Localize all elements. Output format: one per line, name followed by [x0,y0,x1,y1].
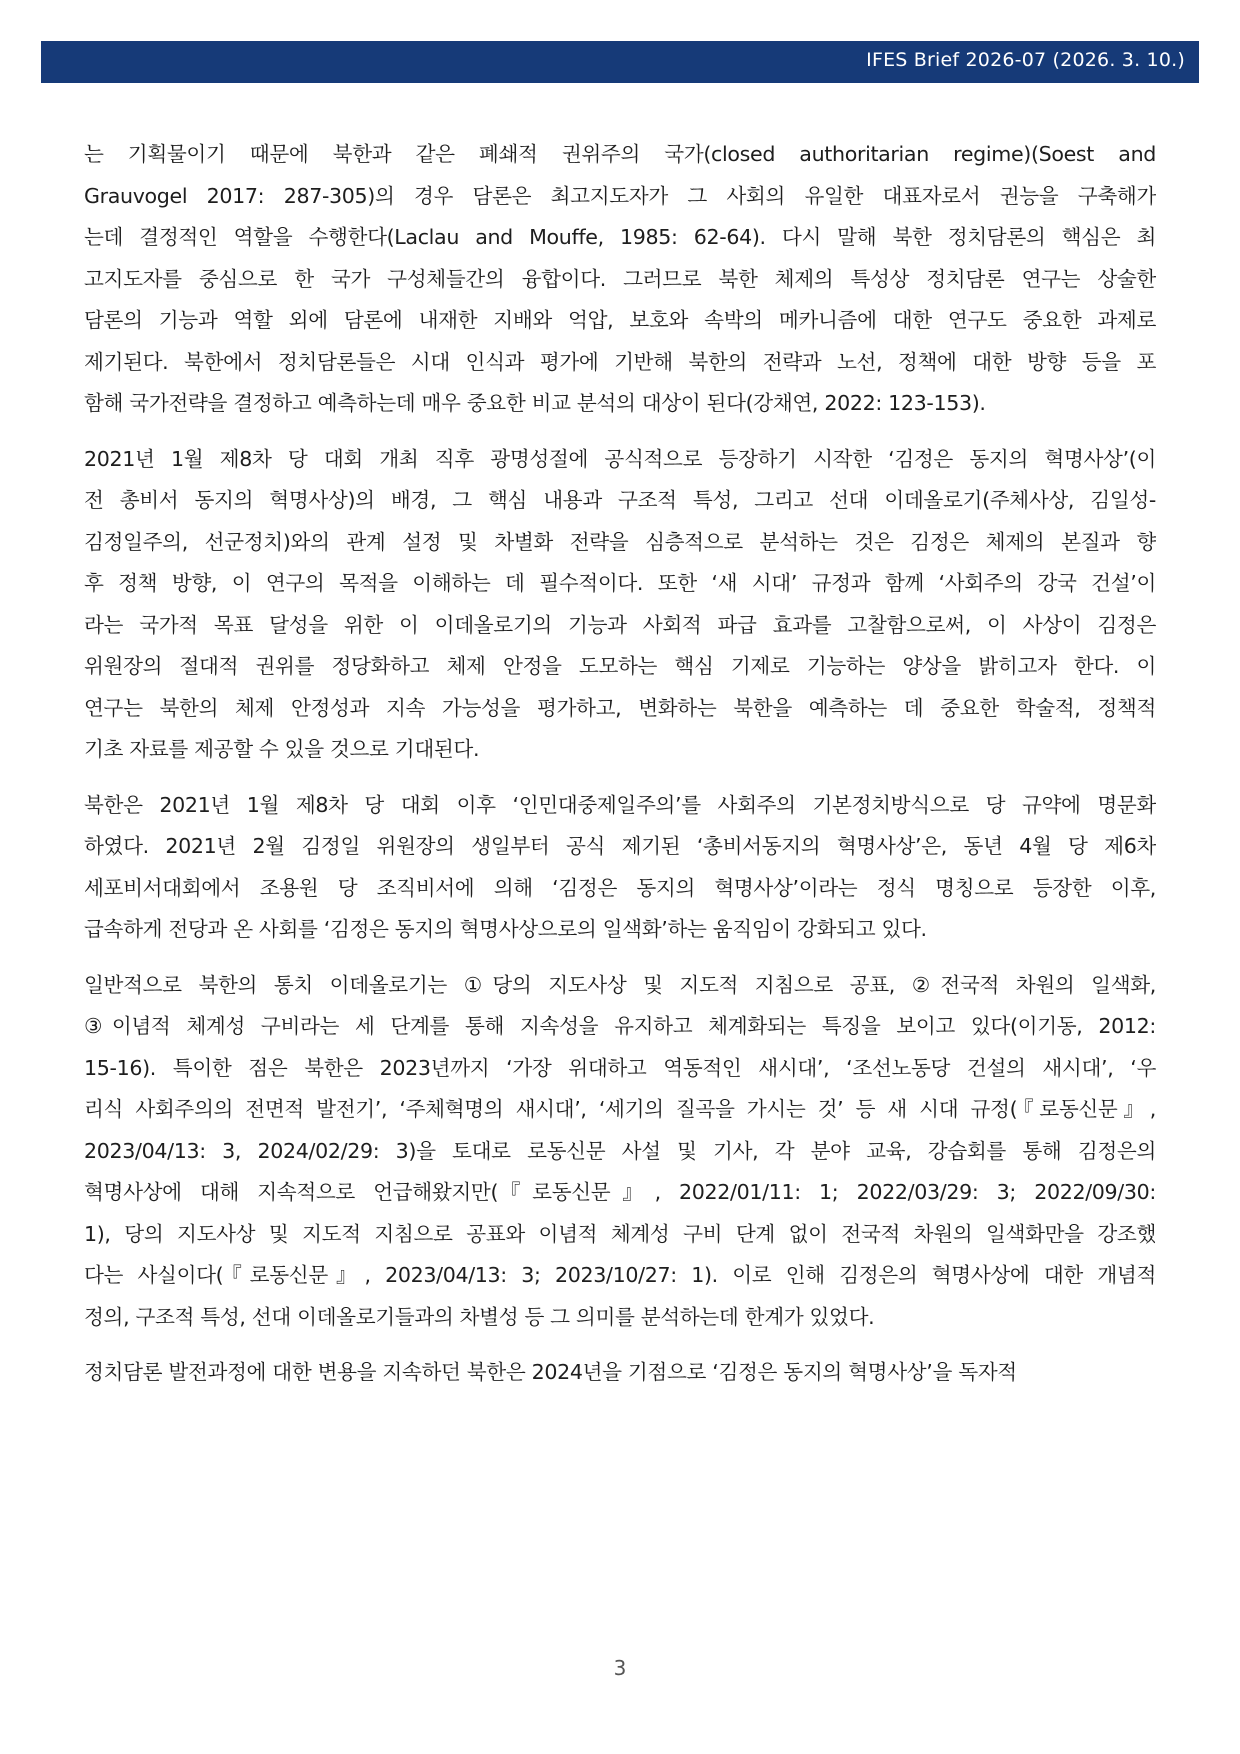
header-title: IFES Brief 2026-07 (2026. 3. 10.) [866,49,1185,71]
paragraph-line: 1), 당의 지도사상 및 지도적 지침으로 공표와 이념적 체계성 구비 단계 없이 전국적 차원의 일색화만을 강조했 [84,1221,1156,1246]
paragraph-line: 북한은 2021년 1월 제8차 당 대회 이후 ‘인민대중제일주의’를 사회주의 기본정치방식으로 당 규약에 명문화 [84,792,1156,817]
paragraph-line: 급속하게 전당과 온 사회를 ‘김정은 동지의 혁명사상으로의 일색화’하는 움직임이 강화되고 있다. [84,917,927,941]
paragraph-line: 15-16). 특이한 점은 북한은 2023년까지 ‘가장 위대하고 역동적인 새시대’, ‘조선노동당 건설의 새시대’, ‘우 [84,1055,1156,1080]
paragraph-line: 는데 결정적인 역할을 수행한다(Laclau and Mouffe, 1985: 62-64). 다시 말해 북한 정치담론의 핵심은 최 [84,225,1156,249]
paragraph [84,785,1156,951]
paragraph-line: 혁명사상에 대해 지속적으로 언급해왔지만(『로동신문』, 2022/01/11: 1; 2022/03/29: 3; 2022/09/30: [84,1180,1156,1204]
paragraph-line: 2021년 1월 제8차 당 대회 개최 직후 광명성절에 공식적으로 등장하기 시작한 ‘김정은 동지의 혁명사상’(이 [84,446,1156,471]
paragraph [84,439,1156,771]
paragraph-line: 세포비서대회에서 조용원 당 조직비서에 의해 ‘김정은 동지의 혁명사상’이라는 정식 명칭으로 등장한 이후, [84,875,1156,900]
paragraph-line: 다는 사실이다(『로동신문』, 2023/04/13: 3; 2023/10/27: 1). 이로 인해 김정은의 혁명사상에 대한 개념적 [84,1263,1156,1287]
paragraph-line: 2023/04/13: 3, 2024/02/29: 3)을 토대로 로동신문 사설 및 기사, 각 분야 교육, 강습회를 통해 김정은의 [84,1138,1156,1163]
paragraph-line: ③이념적 체계성 구비라는 세 단계를 통해 지속성을 유지하고 체계화되는 특징을 보이고 있다(이기동, 2012: [84,1014,1156,1038]
paragraph-line: 는 기획물이기 때문에 북한과 같은 폐쇄적 권위주의 국가(closed authoritarian regime)(Soest and [84,142,1156,166]
paragraph [84,965,1156,1339]
paragraph-line: 고지도자를 중심으로 한 국가 구성체들간의 융합이다. 그러므로 북한 체제의 특성상 정치담론 연구는 상술한 [84,266,1156,291]
paragraph-line: 함해 국가전략을 결정하고 예측하는데 매우 중요한 비교 분석의 대상이 된다(강채연, 2022: 123-153). [84,391,986,415]
page-number: 3 [613,1656,627,1680]
paragraph [84,1352,1156,1394]
paragraph-line: 정치담론 발전과정에 대한 변용을 지속하던 북한은 2024년을 기점으로 ‘김정은 동지의 혁명사상’을 독자적 [84,1360,1017,1384]
paragraph-line: 김정일주의, 선군정치)와의 관계 설정 및 차별화 전략을 심층적으로 분석하는 것은 김정은 체제의 본질과 향 [84,529,1156,554]
paragraph-line: 연구는 북한의 체제 안정성과 지속 가능성을 평가하고, 변화하는 북한을 예측하는 데 중요한 학술적, 정책적 [84,695,1156,720]
paragraph-line: 정의, 구조적 특성, 선대 이데올로기들과의 차별성 등 그 의미를 분석하는데 한계가 있었다. [84,1304,875,1329]
paragraph-line: 하였다. 2021년 2월 김정일 위원장의 생일부터 공식 제기된 ‘총비서동지의 혁명사상’은, 동년 4월 당 제6차 [84,834,1156,858]
paragraph-line: 위원장의 절대적 권위를 정당화하고 체제 안정을 도모하는 핵심 기제로 기능하는 양상을 밝히고자 한다. 이 [84,654,1156,678]
header-bar [41,41,1199,83]
paragraph-line: 후 정책 방향, 이 연구의 목적을 이해하는 데 필수적이다. 또한 ‘새 시대’ 규정과 함께 ‘사회주의 강국 건설’이 [84,571,1156,595]
paragraph-line: 리식 사회주의의 전면적 발전기’, ‘주체혁명의 새시대’, ‘세기의 질곡을 가시는 것’ 등 새 시대 규정(『로동신문』, [84,1097,1156,1121]
paragraph-line: 제기된다. 북한에서 정치담론들은 시대 인식과 평가에 기반해 북한의 전략과 노선, 정책에 대한 방향 등을 포 [84,349,1156,374]
paragraph [84,134,1156,425]
paragraph-line: 라는 국가적 목표 달성을 위한 이 이데올로기의 기능과 사회적 파급 효과를 고찰함으로써, 이 사상이 김정은 [84,612,1156,637]
paragraph-line: 기초 자료를 제공할 수 있을 것으로 기대된다. [84,737,480,761]
paragraph-line: 담론의 기능과 역할 외에 담론에 내재한 지배와 억압, 보호와 속박의 메카니즘에 대한 연구도 중요한 과제로 [84,308,1156,332]
paragraph-line: 일반적으로 북한의 통치 이데올로기는 ①당의 지도사상 및 지도적 지침으로 공표, ②전국적 차원의 일색화, [84,972,1156,997]
paragraph-line: 전 총비서 동지의 혁명사상)의 배경, 그 핵심 내용과 구조적 특성, 그리고 선대 이데올로기(주체사상, 김일성- [84,488,1156,512]
document-body [84,134,1156,1408]
paragraph-line: Grauvogel 2017: 287-305)의 경우 담론은 최고지도자가 그 사회의 유일한 대표자로서 권능을 구축해가 [84,183,1156,208]
